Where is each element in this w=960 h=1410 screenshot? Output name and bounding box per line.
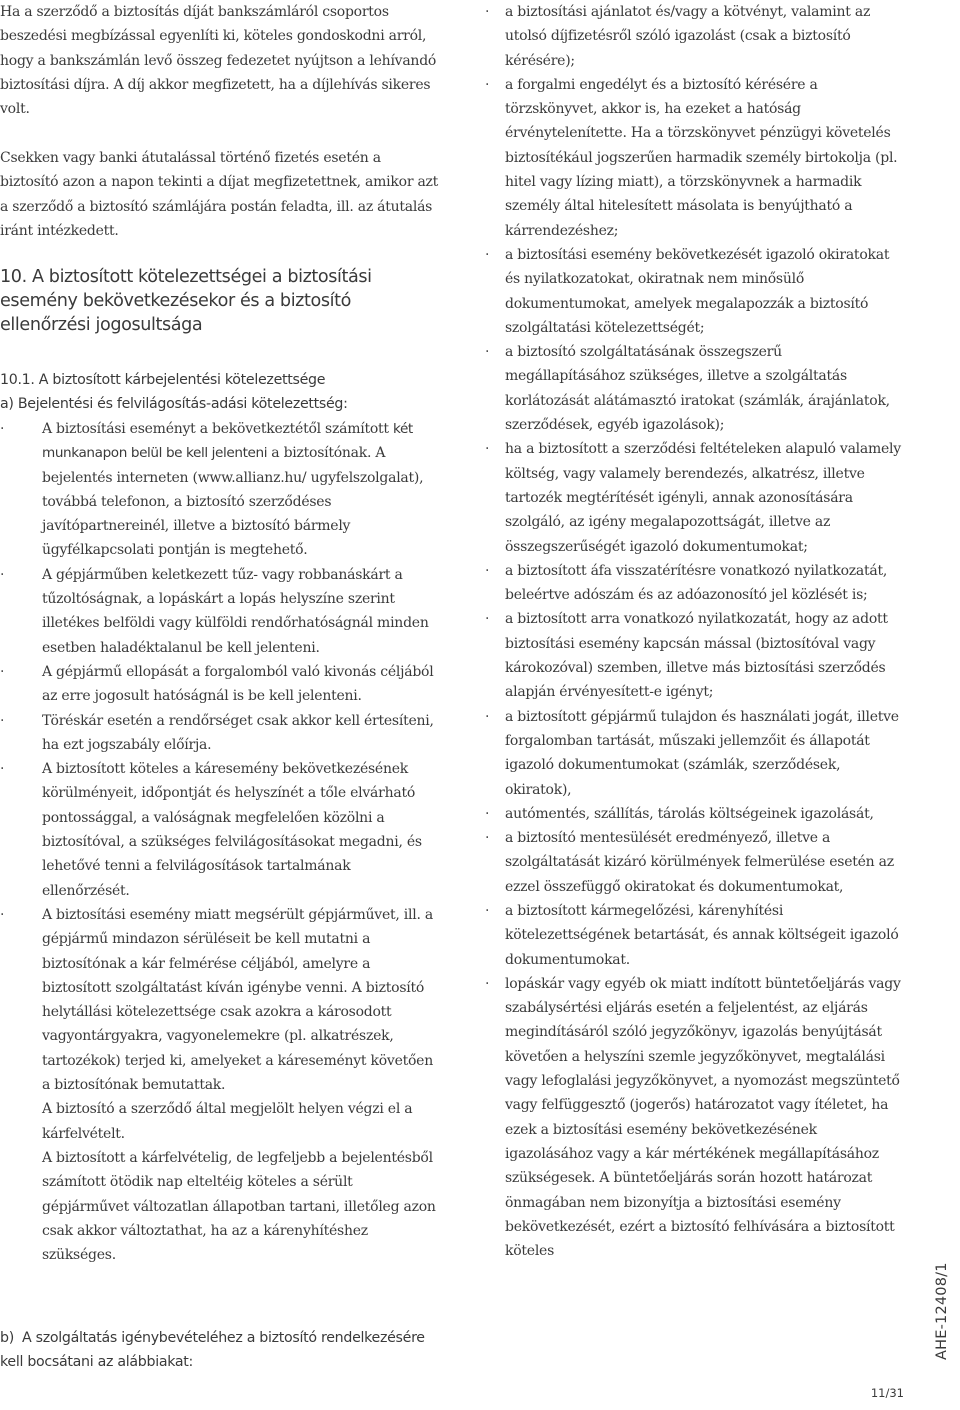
intro-paragraph-2: Csekken vagy banki átutalással történő fizetés esetén a biztosító azon a napon tekinti a díjat megfizetettnek, amikor azt a szerződő a biztosító számlájára postán feladta, ill. az átutalás iránt intézkedett. [0, 150, 439, 239]
list-item-continuation: A biztosító a szerződő által megjelölt helyen végzi el a kárfelvételt. [42, 1101, 413, 1142]
list-item: · a biztosítási esemény bekövetkezését igazoló okiratokat és nyilatkozatokat, okiratnak nem minősülő dokumentumokat, amelyek megalapozzák a biztosító szolgáltatási kötelezettségét; [485, 243, 905, 340]
section-heading: 10. A biztosított kötelezettségei a biztosítási esemény bekövetkezésekor és a biztosító ellenőrzési jogosultsága [0, 267, 372, 336]
list-item: · lopáskár vagy egyéb ok miatt indított büntetőeljárás vagy szabálysértési eljárás esetén a feljelentést, az eljárás megindításáról szóló jegyzőkönyv, igazolás benyújtását követően a helyszíni szemle jegyzőkönyvet, megtalálási vagy lefoglalási jegyzőkönyvet, a nyomozást megszüntető vagy felfüggesztő (jogerős) határozatot vagy ítéletet, ha ezek a biztosítási esemény bekövetkezésének igazolásához vagy a kár mértékének megállapításához szükségesek. A büntetőeljárás során hozott határozat önmagában nem bizonyítja a biztosítási esemény bekövetkezését, ezért a biztosító felhívására a biztosított köteles [485, 972, 905, 1264]
subsection-title: 10.1. A biztosított kárbejelentési kötelezettsége [0, 372, 326, 388]
page-number: 11/31 [870, 1386, 904, 1400]
list-item: · A biztosítási esemény miatt megsérült gépjárművet, ill. a gépjármű mindazon sérüléseit be kell mutatni a biztosítónak a kár felmérése céljából, amelyre a biztosított szolgáltatást kíván igénybe venni. A biztosító helytállási kötelezettsége csak azokra a károsodott vagyontárgyakra, vagyonelemekre (pl. alkatrészek, tartozékok) terjed ki, amelyeket a káreseményt követően a biztosítónak bemutattak. [0, 903, 440, 1097]
subsection-a-title: a) Bejelentési és felvilágosítás-adási kötelezettség: [0, 396, 348, 412]
list-item: · a biztosított gépjármű tulajdon és használati jogát, illetve forgalomban tartását, műszaki jellemzőit és állapotát igazoló dokumentumokat (számlák, szerződések, okiratok), [485, 705, 905, 802]
document-code: AHE-12408/1 [934, 1262, 950, 1360]
list-item: · A biztosítási eseményt a bekövetkeztétől számított két munkanapon belül be kell jelenteni a biztosítónak. A bejelentés interneten (www.allianz.hu/ ugyfelszolgalat), továbbá telefonon, a biztosító szerződéses javítópartnereinél, illetve a biztosító bármely ügyfélkapcsolati pontján is megtehető. [0, 417, 440, 563]
list-item: · a biztosított áfa visszatérítésre vonatkozó nyilatkozatát, beleértve adószám és az adóazonosító jel közlését is; [485, 559, 905, 608]
list-item: · A biztosított köteles a káresemény bekövetkezésének körülményeit, időpontját és helyszínét a tőle elvárható pontossággal, a valóságnak megfelelően közölni a biztosítóval, a szükséges felvilágosításokat megadni, és lehetővé tenni a felvilágosítások tartalmának ellenőrzését. [0, 757, 440, 903]
list-item: · a biztosító mentesülését eredményező, illetve a szolgáltatását kizáró körülmények felmerülése esetén az ezzel összefüggő okiratokat és dokumentumokat, [485, 826, 905, 899]
obligation-list [0, 417, 440, 1267]
list-item: · a forgalmi engedélyt és a biztosító kérésére a törzskönyvet, akkor is, ha ezeket a hatóság érvénytelenítette. Ha a törzskönyvet pénzügyi követelés biztosítékául jogszerűen harmadik személy birtokolja (pl. hitel vagy lízing miatt), a törzskönyvnek a harmadik személy által hitelesített másolata is benyújtható a kárrendezéshez; [485, 73, 905, 243]
list-item: · A gépjármű ellopását a forgalomból való kivonás céljából az erre jogosult hatóságnál is be kell jelenteni. [0, 660, 440, 709]
intro-paragraph-1: Ha a szerződő a biztosítás díját bankszámláról csoportos beszedési megbízással egyenlíti ki, köteles gondoskodni arról, hogy a bankszámlán levő összeg fedezetet nyújtson a lehívandó biztosítási díjra. A díj akkor megfizetett, ha a díjlehívás sikeres volt. [0, 4, 437, 118]
list-item: · a biztosított arra vonatkozó nyilatkozatát, hogy az adott biztosítási esemény kapcsán mással (biztosítóval vagy károkozóval) szemben, illetve más biztosítási szerződés alapján érvényesített-e igényt; [485, 607, 905, 704]
list-item: · a biztosítási ajánlatot és/vagy a kötvényt, valamint az utolsó díjfizetésről szóló igazolást (csak a biztosító kérésére); [485, 0, 905, 73]
subsection-b: b) A szolgáltatás igénybevételéhez a biztosító rendelkezésére kell bocsátani az alábbiakat: [0, 1330, 425, 1371]
list-item: · a biztosított kármegelőzési, kárenyhítési kötelezettségének betartását, és annak költségeit igazoló dokumentumokat. [485, 899, 905, 972]
list-item: · autómentés, szállítás, tárolás költségeinek igazolását, [485, 802, 905, 826]
documents-list [485, 0, 905, 1263]
list-item-continuation: A biztosított a kárfelvételig, de legfeljebb a bejelentésből számított ötödik nap elteltéig köteles a sérült gépjárművet változatlan állapotban tartani, illetőleg azon csak akkor változtathat, ha az a kárenyhítéshez szükséges. [42, 1149, 436, 1264]
list-item: · ha a biztosított a szerződési feltételeken alapuló valamely költség, vagy valamely berendezés, alkatrész, illetve tartozék megtérítését igényli, annak azonosítására szolgáló, az igény megalapozottságát, illetve az összegszerűségét igazoló dokumentumokat; [485, 437, 905, 558]
list-item: · A gépjárműben keletkezett tűz- vagy robbanáskárt a tűzoltóságnak, a lopáskárt a lopás helyszíne szerint illetékes belföldi vagy külföldi rendőrhatóságnál minden esetben haladéktalanul be kell jelenteni. [0, 563, 440, 660]
list-item: · a biztosító szolgáltatásának összegszerű megállapításához szükséges, illetve a szolgáltatás korlátozását alátámasztó iratokat (számlák, árajánlatok, szerződések, egyéb igazolások); [485, 340, 905, 437]
list-item: · Töréskár esetén a rendőrséget csak akkor kell értesíteni, ha ezt jogszabály előírja. [0, 709, 440, 758]
